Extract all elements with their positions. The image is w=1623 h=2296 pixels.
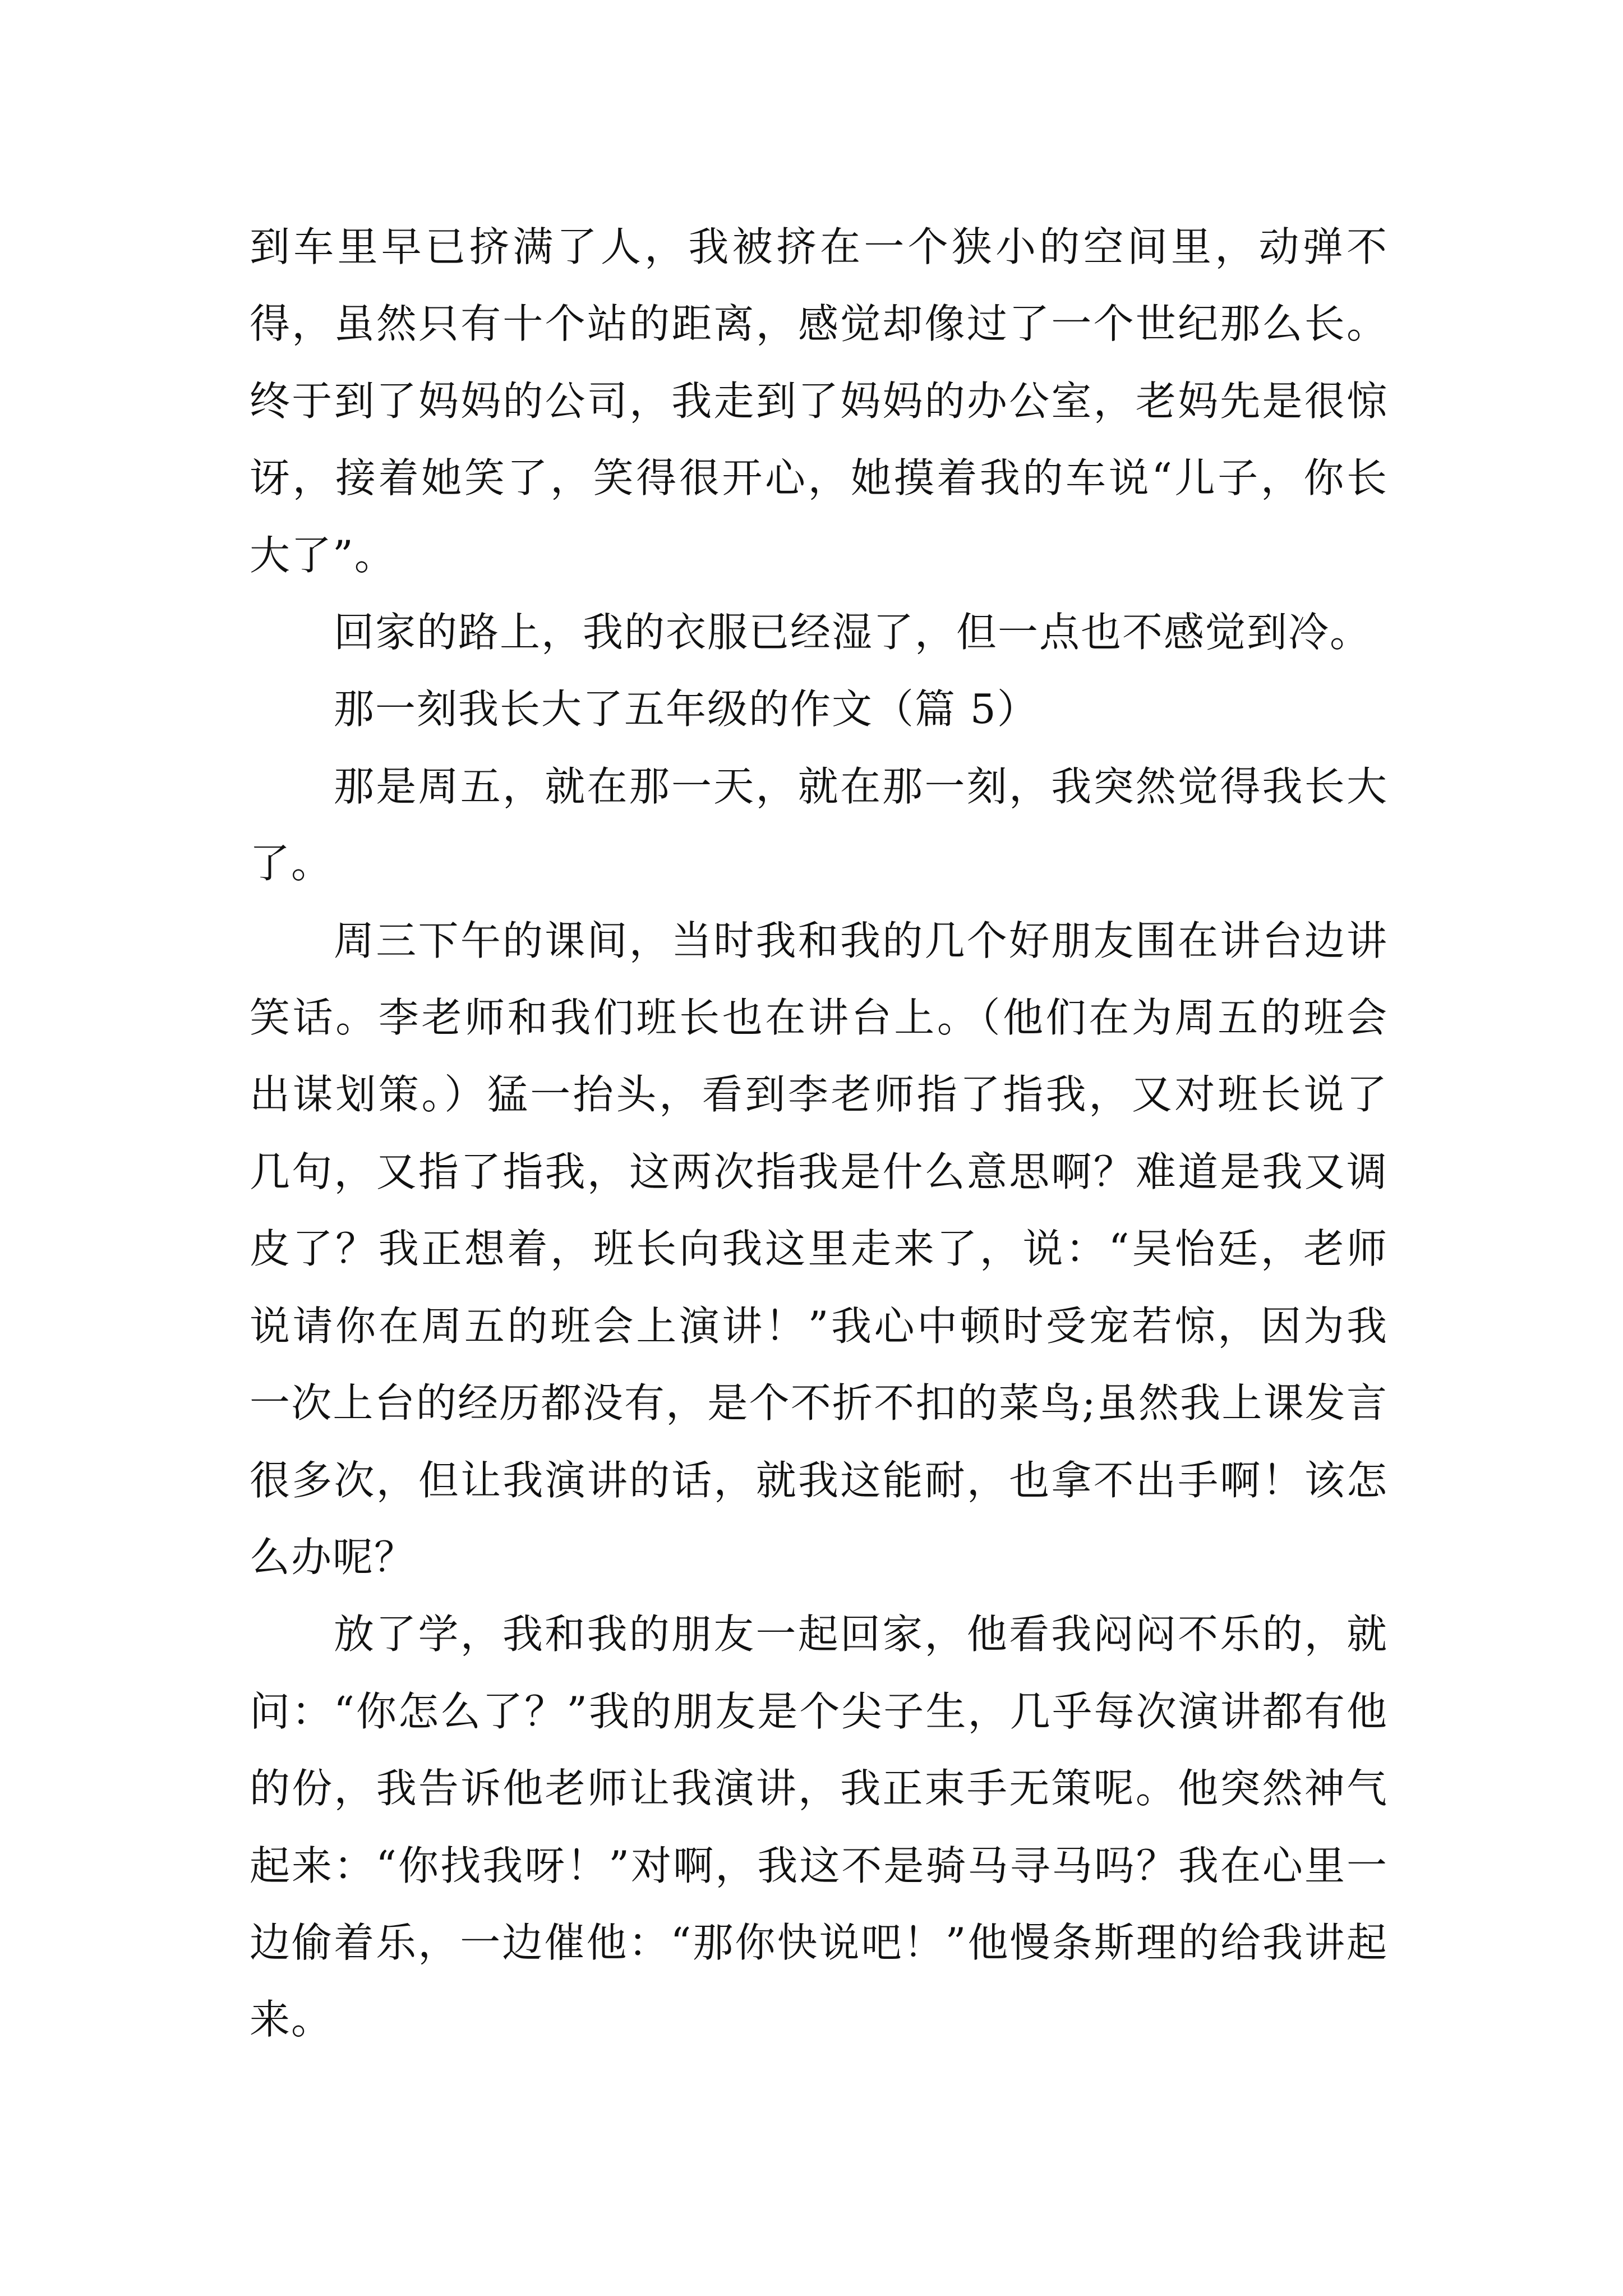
paragraph-wednesday: 周三下午的课间，当时我和我的几个好朋友围在讲台边讲笑话。李老师和我们班长也在讲台上。（他们在为周五的班会出谋划策。）猛一抬头，看到李老师指了指我，又对班长说了几句，又指了指我，这两次指我是什么意思啊？难道是我又调皮了？我正想着，班长向我这里走来了，说：“吴怡廷，老师说请你在周五的班会上演讲！”我心中顿时受宠若惊，因为我一次上台的经历都没有，是个不折不扣的菜鸟;虽然我上课发言很多次，但让我演讲的话，就我这能耐，也拿不出手啊！该怎么办呢？ — [250, 917, 1388, 1581]
paragraph-continued: 到车里早已挤满了人，我被挤在一个狭小的空间里，动弹不得，虽然只有十个站的距离，感觉却像过了一个世纪那么长。终于到了妈妈的公司，我走到了妈妈的办公室，老妈先是很惊讶，接着她笑了，笑得很开心，她摸着我的车说“儿子，你长大了”。 — [250, 223, 1388, 579]
paragraph-friday: 那是周五，就在那一天，就在那一刻，我突然觉得我长大了。 — [250, 762, 1388, 887]
paragraph-way-home: 回家的路上，我的衣服已经湿了，但一点也不感觉到冷。 — [334, 609, 1372, 656]
document-body — [250, 209, 1388, 2059]
paragraph-after-school: 放了学，我和我的朋友一起回家，他看我闷闷不乐的，就问：“你怎么了？”我的朋友是个尖子生，几乎每次演讲都有他的份，我告诉他老师让我演讲，我正束手无策呢。他突然神气起来：“你找我呀！”对啊，我这不是骑马寻马吗？我在心里一边偷着乐，一边催他：“那你快说吧！”他慢条斯理的给我讲起来。 — [250, 1611, 1388, 2044]
essay-heading: 那一刻我长大了五年级的作文（篇 5） — [334, 685, 1039, 733]
